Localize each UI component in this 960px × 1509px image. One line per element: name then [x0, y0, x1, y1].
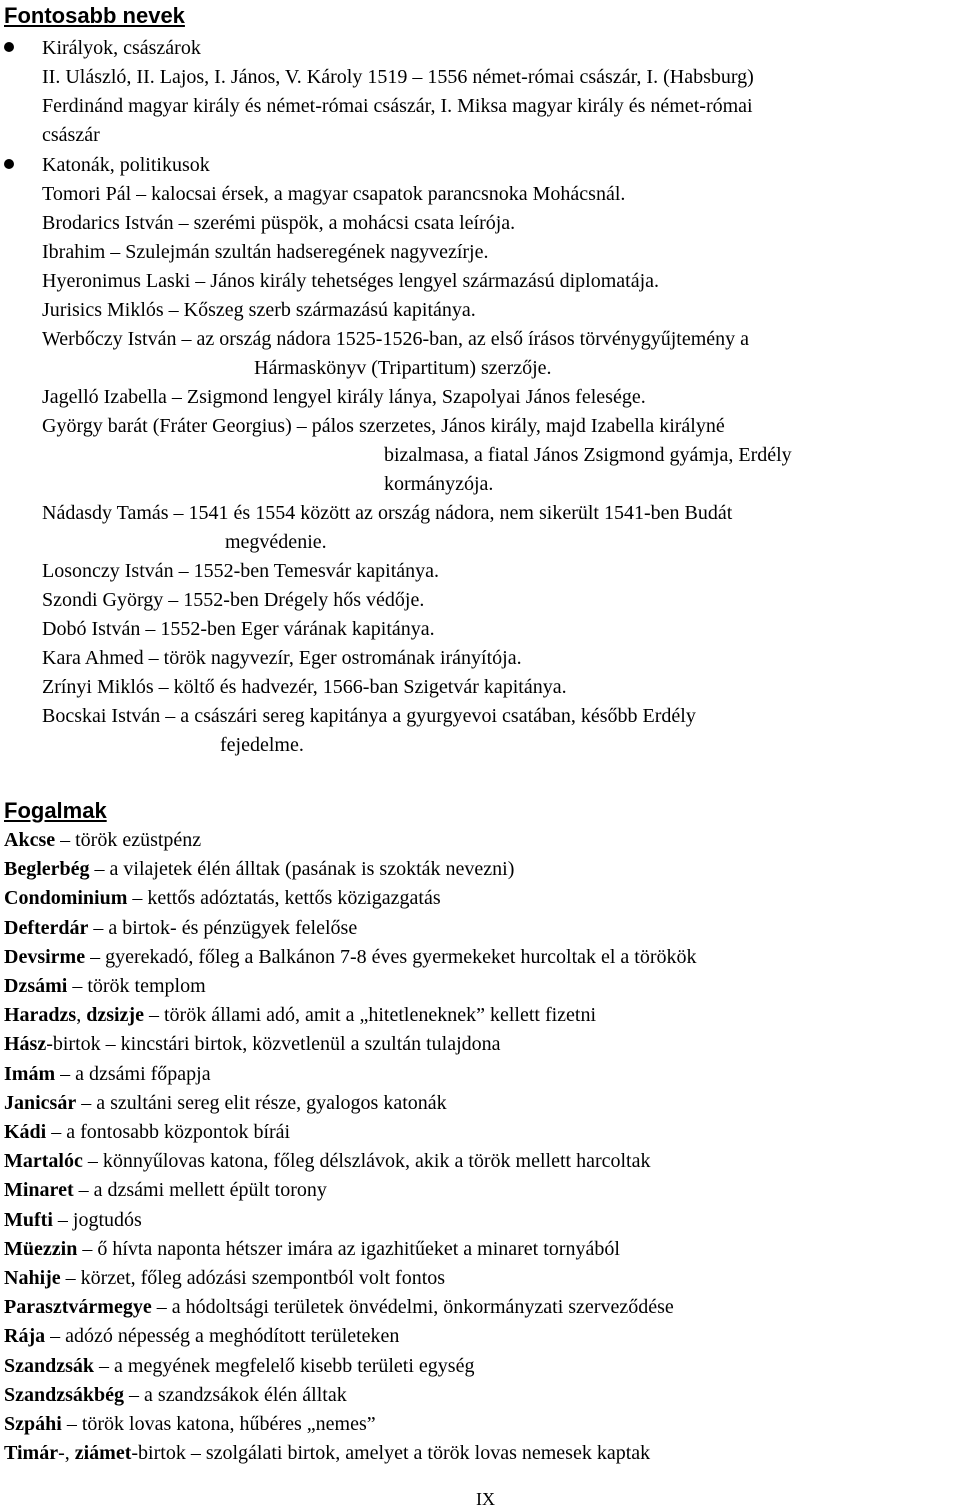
term-name: Martalóc [4, 1150, 83, 1173]
text-line: Bocskai István – a császári sereg kapitánya a gyurgyevoi csatában, később Erdély [42, 705, 696, 727]
text-line: Jurisics Miklós – Kőszeg szerb származású kapitánya. [42, 299, 476, 321]
term-name: Condominium [4, 887, 128, 910]
term-line [4, 1120, 290, 1144]
term-name: Rája [4, 1325, 46, 1348]
term-definition: – a dzsámi mellett épült torony [73, 1179, 327, 1202]
term-name: Akcse [4, 829, 56, 851]
term-name: Beglerbég [4, 858, 90, 881]
term-line [4, 945, 697, 969]
term-definition: – török lovas katona, hűbéres „nemes” [61, 1413, 376, 1435]
term-line [4, 1091, 447, 1115]
term-line [4, 974, 206, 998]
term-name: dzsizje [86, 1004, 144, 1027]
term-definition: -birtok – szolgálati birtok, amelyet a török lovas nemesek kaptak [131, 1442, 651, 1465]
text-line: Werbőczy István – az ország nádora 1525-1526-ban, az első írásos törvénygyűjtemény a [42, 328, 750, 350]
text-line: II. Ulászló, II. Lajos, I. János, V. Károly 1519 – 1556 német-római császár, I. (Habsburg) [42, 66, 754, 88]
term-line [4, 1178, 327, 1202]
term-line [4, 1266, 445, 1290]
term-definition: – török templom [67, 975, 206, 997]
term-name: Defterdár [4, 916, 89, 939]
term-name: Parasztvármegye [4, 1296, 152, 1319]
term-definition: – a birtok- és pénzügyek felelőse [88, 916, 358, 939]
text-line: György barát (Fráter Georgius) – pálos szerzetes, János király, majd Izabella királyné [42, 415, 725, 437]
bullet-icon [4, 42, 14, 52]
term-line [4, 886, 441, 910]
term-name: Nahije [4, 1267, 61, 1289]
term-definition: – török állami adó, amit a „hitetleneknek” kellett fizetni [143, 1004, 597, 1027]
term-name: Müezzin [4, 1237, 78, 1260]
term-name: Szpáhi [4, 1413, 62, 1435]
term-line [4, 1003, 596, 1027]
term-definition: – ő hívta naponta hétszer imára az igazhitűeket a minaret tornyából [77, 1237, 620, 1260]
term-definition: , [76, 1004, 87, 1027]
text-line: Szondi György – 1552-ben Drégely hős védője. [42, 589, 425, 611]
term-definition: – kettős adóztatás, kettős közigazgatás [127, 887, 441, 910]
term-definition: – a dzsámi főpapja [55, 1062, 211, 1085]
term-definition: – adózó népesség a meghódított területeken [45, 1325, 400, 1348]
term-line [4, 1208, 142, 1232]
term-line [4, 1295, 674, 1319]
term-definition: – jogtudós [52, 1208, 142, 1231]
term-line [4, 1383, 347, 1407]
term-definition: -, [58, 1442, 75, 1465]
term-line [4, 857, 514, 881]
term-line [4, 1412, 376, 1436]
term-line [4, 828, 201, 852]
text-line: császár [42, 124, 100, 146]
term-name: Janicsár [4, 1091, 77, 1114]
text-line: Tomori Pál – kalocsai érsek, a magyar csapatok parancsnoka Mohácsnál. [42, 183, 626, 205]
term-name: Szandzsák [4, 1354, 95, 1377]
text-line: Dobó István – 1552-ben Eger várának kapitánya. [42, 618, 435, 640]
term-name: Mufti [4, 1208, 53, 1231]
term-line [4, 1441, 650, 1465]
text-line: Nádasdy Tamás – 1541 és 1554 között az ország nádora, nem sikerült 1541-ben Budát [42, 502, 733, 524]
group-label-soldiers: Katonák, politikusok [42, 154, 210, 176]
section-heading-names: Fontosabb nevek [4, 3, 185, 28]
term-name: Szandzsákbég [4, 1383, 125, 1406]
term-line [4, 916, 357, 940]
text-line: Jagelló Izabella – Zsigmond lengyel király lánya, Szapolyai János felesége. [42, 386, 646, 408]
text-line: Ibrahim – Szulejmán szultán hadseregének nagyvezírje. [42, 241, 489, 263]
group-label-rulers: Királyok, császárok [42, 37, 201, 59]
term-line [4, 1354, 474, 1378]
text-line: kormányzója. [384, 473, 494, 495]
bullet-icon [4, 159, 14, 169]
text-line: Kara Ahmed – török nagyvezír, Eger ostromának irányítója. [42, 647, 522, 669]
page-number: IX [476, 1489, 495, 1509]
term-definition: – gyerekadó, főleg a Balkánon 7-8 éves gyermekeket hurcoltak el a törökök [85, 945, 697, 968]
section-heading-terms: Fogalmak [4, 798, 107, 823]
term-line [4, 1032, 501, 1056]
term-definition: – a megyének megfelelő kisebb területi egység [94, 1354, 475, 1377]
term-name: Timár [4, 1442, 59, 1465]
text-line: Hármaskönyv (Tripartitum) szerzője. [254, 357, 552, 379]
term-definition: – a szandzsákok élén álltak [124, 1383, 347, 1406]
term-name: Imám [4, 1062, 56, 1085]
term-line [4, 1149, 650, 1173]
term-line [4, 1062, 211, 1086]
term-name: Minaret [4, 1179, 74, 1202]
term-name: Hász [4, 1033, 47, 1056]
term-definition: -birtok – kincstári birtok, közvetlenül a szultán tulajdona [46, 1033, 501, 1056]
term-name: Dzsámi [4, 975, 68, 997]
term-definition: – török ezüstpénz [55, 829, 202, 851]
term-line [4, 1237, 620, 1261]
term-definition: – a fontosabb központok bírái [46, 1121, 291, 1143]
text-line: megvédenie. [225, 531, 327, 553]
text-line: fejedelme. [220, 734, 304, 756]
term-definition: – a vilajetek élén álltak (pasának is szokták nevezni) [89, 858, 515, 881]
text-line: Zrínyi Miklós – költő és hadvezér, 1566-ban Szigetvár kapitánya. [42, 676, 567, 698]
term-definition: – a hódoltsági területek önvédelmi, önkormányzati szerveződése [151, 1296, 674, 1319]
text-line: bizalmasa, a fiatal János Zsigmond gyámja, Erdély [384, 444, 792, 466]
term-name: ziámet [74, 1442, 132, 1465]
text-line: Brodarics István – szerémi püspök, a mohácsi csata leírója. [42, 212, 516, 234]
term-definition: – könnyűlovas katona, főleg délszlávok, akik a török mellett harcoltak [82, 1150, 651, 1173]
term-name: Devsirme [4, 945, 86, 968]
term-name: Kádi [4, 1121, 47, 1143]
text-line: Hyeronimus Laski – János király tehetséges lengyel származású diplomatája. [42, 270, 660, 292]
term-name: Haradzs [4, 1004, 77, 1027]
text-line: Ferdinánd magyar király és német-római császár, I. Miksa magyar király és német-római [42, 95, 753, 117]
term-definition: – körzet, főleg adózási szempontból volt fontos [60, 1267, 446, 1289]
text-line: Losonczy István – 1552-ben Temesvár kapitánya. [42, 560, 440, 582]
term-line [4, 1324, 399, 1348]
term-definition: – a szultáni sereg elit része, gyalogos katonák [76, 1091, 447, 1114]
